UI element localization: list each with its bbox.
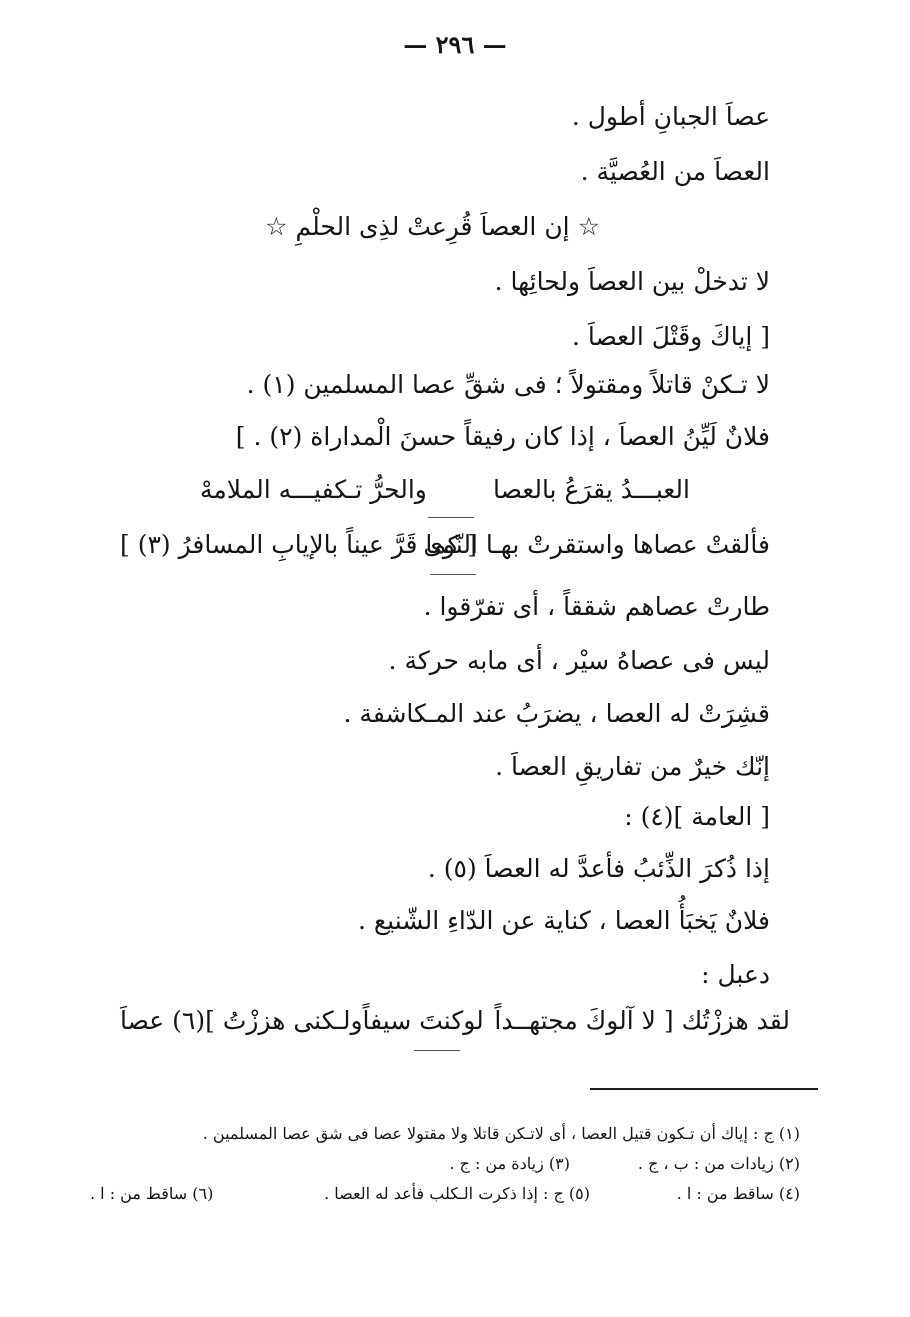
text-line-14: فلانٌ يَخبَأُ العصا ، كناية عن الدّاءِ الشّنيع . <box>357 906 770 935</box>
verse-separator-mark-3 <box>414 1050 460 1051</box>
footnote-divider <box>590 1088 818 1090</box>
verse3-first-hemistich: لقد هززْتُك [ لا آلوكَ مجتهــداً <box>494 1006 790 1035</box>
footnote-3: (٣) زيادة من : ج . <box>449 1154 570 1173</box>
verse1-second-hemistich: والحرُّ تـكفيـــه الملامهْ <box>200 475 427 504</box>
text-line-3: ☆ إن العصاَ قُرِعتْ لذِى الحلْمِ ☆ <box>265 212 600 241</box>
text-line-10: قشِرَتْ له العصا ، يضرَبُ عند المـكاشفة . <box>343 699 770 728</box>
text-line-9: ليس فى عصاهُ سيْر ، أى مابه حركة . <box>388 646 770 675</box>
text-line-13: إذا ذُكرَ الذِّئبُ فأعدَّ له العصاَ (٥) . <box>427 854 770 883</box>
text-line-1: عصاَ الجبانِ أطول . <box>571 102 770 131</box>
verse-separator-mark <box>428 517 474 518</box>
text-line-11: إنّك خيرٌ من تفاريقِ العصاَ . <box>495 752 770 781</box>
page-number: — ٢٩٦ — <box>403 30 507 59</box>
text-line-5: [ إياكَ وقَتْلَ العصاَ . <box>571 322 770 351</box>
footnote-2: (٢) زيادات من : ب ، ج . <box>637 1154 800 1173</box>
verse1-first-hemistich: العبـــدُ يقرَعُ بالعصا <box>492 475 690 504</box>
footnote-5: (٥) ج : إذا ذكرت الـكلب فأعد له العصا . <box>324 1184 590 1203</box>
footnote-6: (٦) ساقط من : ا . <box>90 1184 214 1203</box>
footnote-1: (١) ج : إياك أن تـكون قتيل العصا ، أى لاتـكن قاتلا ولا مقتولا عصا فى شق عصا المسلمين . <box>202 1124 800 1143</box>
verse3-second-hemistich: لوكنتَ سيفاًولـكنى هززْتُ ](٦) عصاَ <box>120 1006 484 1035</box>
text-line-4: لا تدخلْ بين العصاَ ولحائِها . <box>494 267 770 296</box>
verse-separator-mark-2 <box>430 574 476 575</box>
text-line-6: لا تـكنْ قاتلاً ومقتولاً ؛ فى شقِّ عصا المسلمين (١) . <box>246 370 770 399</box>
text-line-8: طارتْ عصاهم شققاً ، أى تفرّقوا . <box>423 592 770 621</box>
text-line-2: العصاَ من العُصيَّة . <box>580 157 770 186</box>
text-line-12: [ العامة ](٤) : <box>624 802 770 831</box>
text-line-15: دعبل : <box>701 960 770 989</box>
text-line-7: فلانٌ لَيِّنُ العصاَ ، إذا كان رفيقاً حسنَ الْمداراة (٢) . ] <box>235 422 770 451</box>
footnote-4: (٤) ساقط من : ا . <box>676 1184 800 1203</box>
verse2-second-hemistich: [ كما قَرَّ عيناً بالإيابِ المسافرُ (٣) ] <box>120 530 478 559</box>
verse2-first-hemistich: فألقتْ عصاها واستقرتْ بهـا النّوى <box>423 530 770 559</box>
